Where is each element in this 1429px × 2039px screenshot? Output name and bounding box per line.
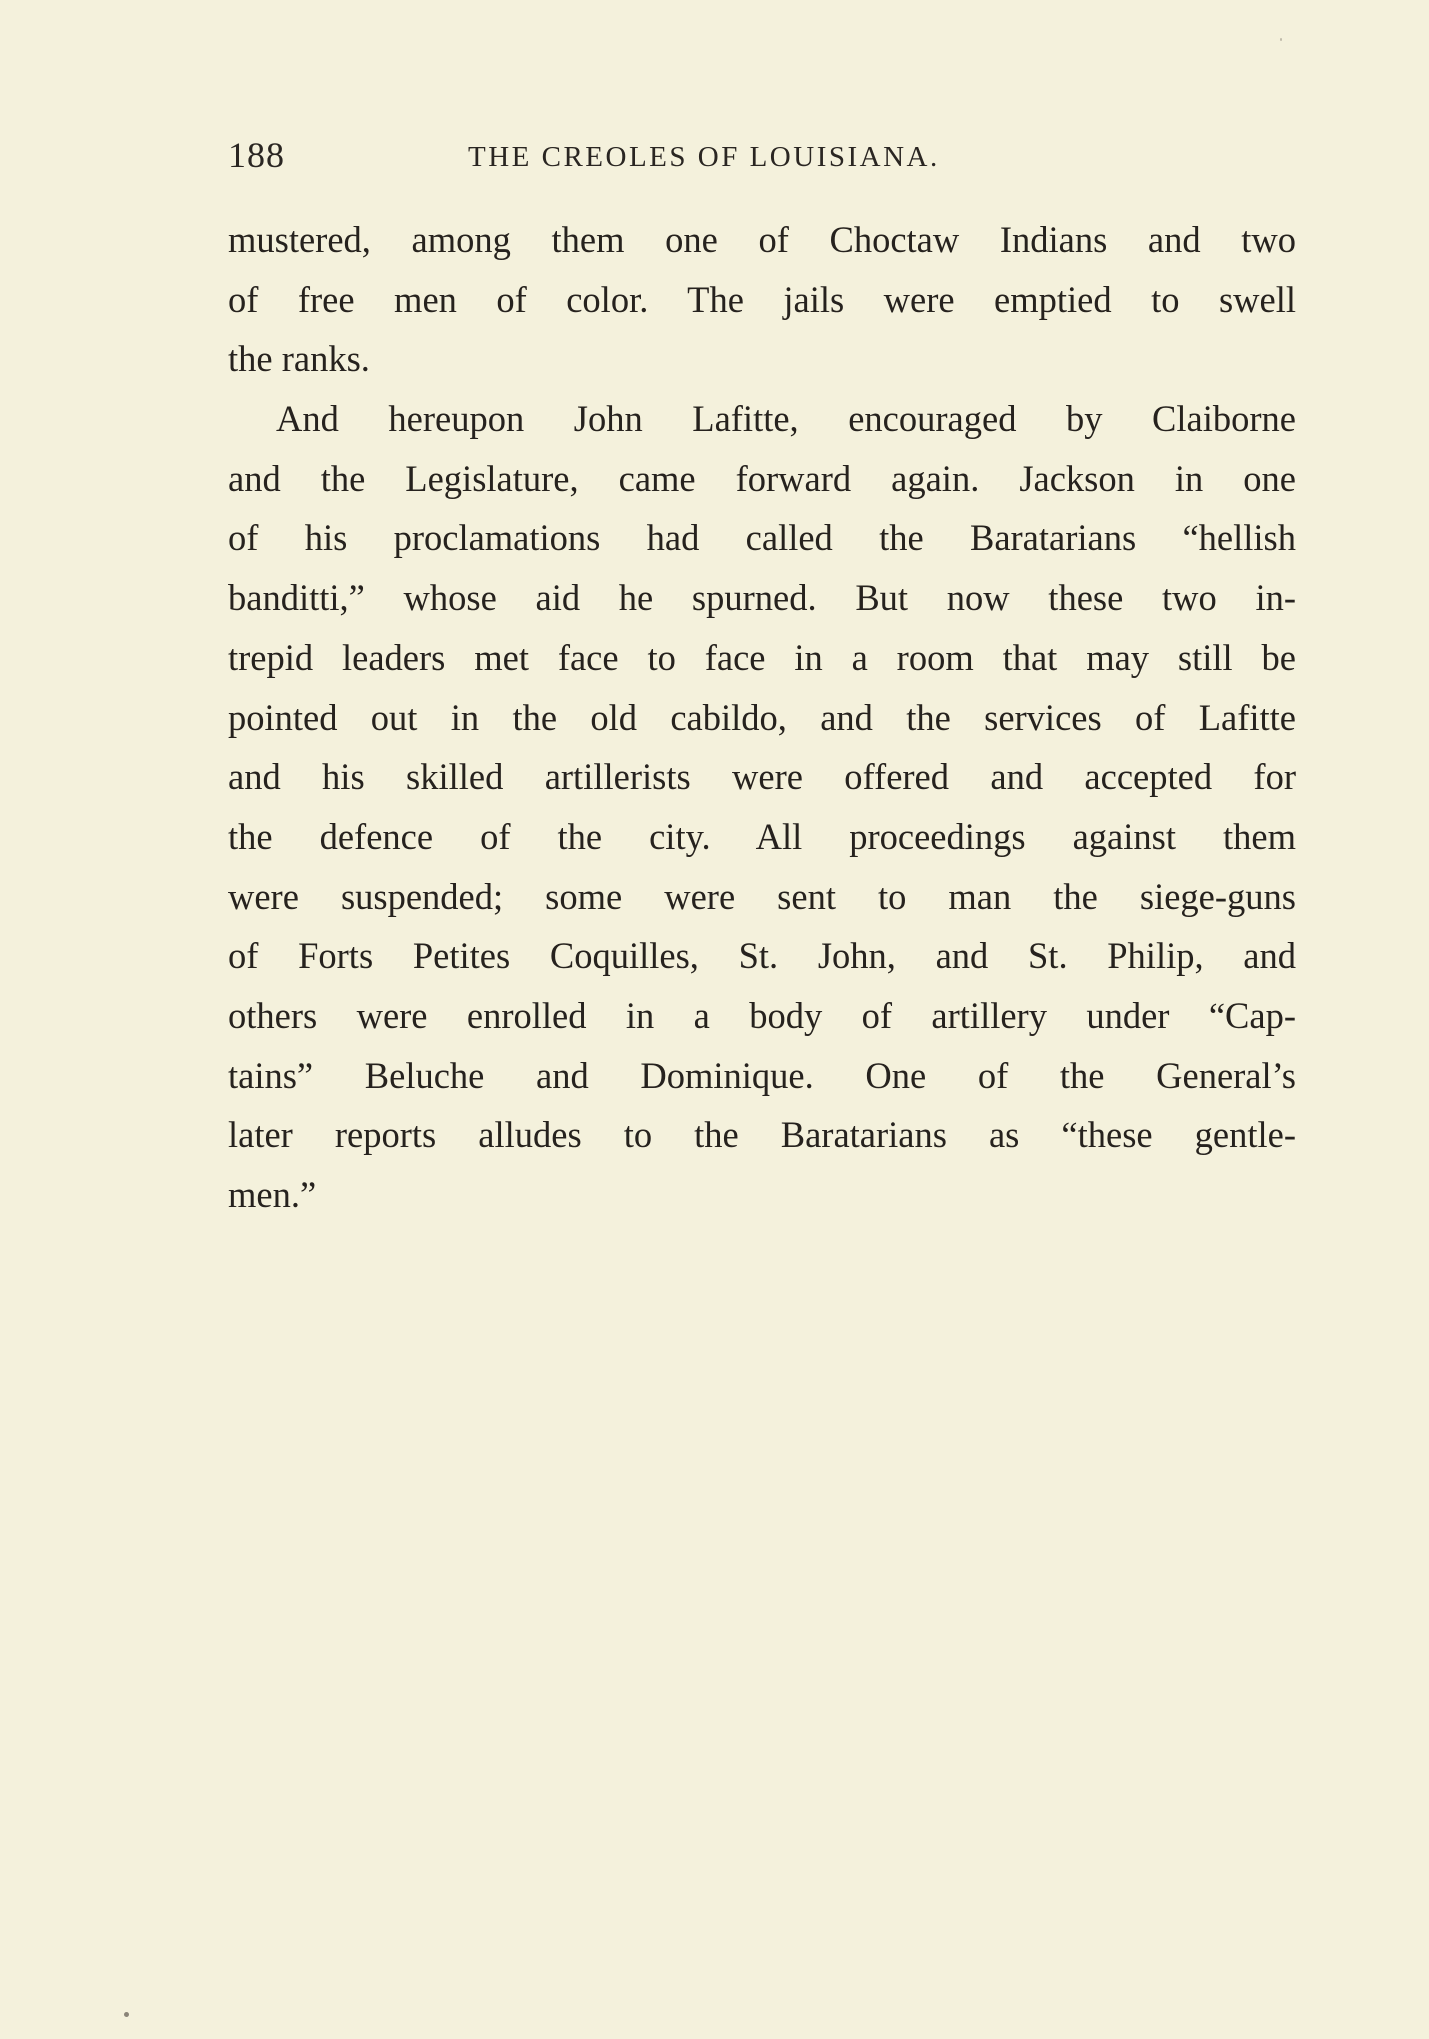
running-title: THE CREOLES OF LOUISIANA. (468, 141, 940, 173)
text-line: pointed out in the old cabildo, and the services of Lafitte (228, 696, 1296, 738)
paragraph-first-line: And hereupon John Lafitte, encouraged by Claiborne (276, 398, 1296, 440)
text-line: mustered, among them one of Choctaw Indians and two (228, 219, 1296, 260)
text-line: banditti,” whose aid he spurned. But now these two in- (228, 577, 1296, 619)
running-head (228, 130, 1298, 180)
text-line: the ranks. (228, 338, 370, 380)
text-line: were suspended; some were sent to man the siege-guns (228, 875, 1296, 917)
body-text (228, 210, 1296, 1225)
text-line: men.” (228, 1174, 317, 1215)
text-line: others were enrolled in a body of artillery under “Cap- (228, 994, 1296, 1036)
paper-speck (1280, 38, 1282, 41)
paper-speck (124, 2012, 129, 2017)
text-line: of his proclamations had called the Baratarians “hellish (228, 517, 1296, 559)
text-line: later reports alludes to the Baratarians as “these gentle- (228, 1114, 1296, 1156)
page-number: 188 (228, 135, 285, 175)
text-line: tains” Beluche and Dominique. One of the General’s (228, 1054, 1296, 1096)
text-line: and the Legislature, came forward again. Jackson in one (228, 457, 1296, 499)
text-line: the defence of the city. All proceedings against them (228, 815, 1296, 857)
text-line: of Forts Petites Coquilles, St. John, and St. Philip, and (228, 935, 1296, 977)
text-line: and his skilled artillerists were offered and accepted for (228, 756, 1296, 798)
text-line: of free men of color. The jails were emptied to swell (228, 278, 1296, 320)
text-line: trepid leaders met face to face in a room that may still be (228, 636, 1296, 678)
